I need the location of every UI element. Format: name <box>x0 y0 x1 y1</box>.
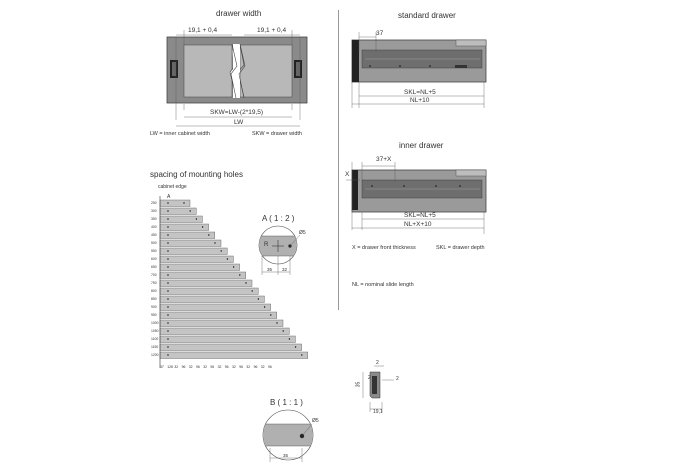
spacing-row-label: 550 <box>151 248 157 253</box>
mounting-hole <box>258 298 259 299</box>
mounting-hole <box>202 226 203 227</box>
spacing-bottom-tick: 32 <box>246 365 251 369</box>
inner-x-label: X <box>345 171 350 178</box>
mounting-hole <box>167 274 168 275</box>
standard-nl-label: NL+10 <box>410 97 430 104</box>
spacing-row-label: 1200 <box>151 352 159 357</box>
mounting-hole <box>167 354 168 355</box>
mounting-hole <box>214 242 215 243</box>
mounting-hole <box>221 250 222 251</box>
mounting-hole <box>167 226 168 227</box>
profile-dim-left: 2 <box>368 375 371 381</box>
detail-a-dim1: 35 <box>267 267 273 272</box>
spacing-bottom-tick: 96 <box>224 365 229 369</box>
detail-b-title: B ( 1 : 1 ) <box>270 398 303 407</box>
mounting-hole <box>264 306 265 307</box>
spacing-row-bar <box>160 344 302 351</box>
mounting-hole <box>245 282 246 283</box>
section-divider <box>338 10 339 310</box>
spacing-row-label: 900 <box>151 304 157 309</box>
spacing-bottom-tick: 32 <box>217 365 222 369</box>
profile-dim-top: 2 <box>376 360 379 366</box>
skw-formula-label: SKW=LW-(2*19,5) <box>210 109 264 116</box>
spacing-row-bar <box>160 224 209 231</box>
drawer-width-title: drawer width <box>216 9 262 18</box>
spacing-row-label: 1100 <box>151 336 159 341</box>
spacing-row-bar <box>160 352 308 359</box>
spacing-row-label: 950 <box>151 312 157 317</box>
profile-width: 19,1 <box>373 409 383 415</box>
spacing-bottom-tick: 96 <box>253 365 258 369</box>
spacing-row-label: 650 <box>151 264 157 269</box>
profile-height: 35 <box>355 381 362 388</box>
spacing-bottom-tick: 32 <box>203 365 207 369</box>
spacing-row-bar <box>160 200 190 207</box>
standard-skl-label: SKL=NL+5 <box>404 89 436 96</box>
spacing-bottom-tick: 32 <box>174 365 179 369</box>
cabinet-edge-label: cabinet edge <box>158 184 187 190</box>
spacing-bottom-tick: 128 <box>167 365 173 369</box>
mounting-hole <box>289 338 290 339</box>
mounting-hole <box>190 210 191 211</box>
spacing-row-bar <box>160 264 240 271</box>
spacing-row-bar <box>160 328 289 335</box>
spacing-bottom-tick: 96 <box>268 365 272 369</box>
mounting-hole <box>270 314 271 315</box>
mounting-hole <box>295 346 296 347</box>
standard-offset-label: 37 <box>376 30 384 37</box>
mounting-hole <box>233 266 234 267</box>
spacing-row-label: 1150 <box>151 344 159 349</box>
legend-lw: LW = inner cabinet width <box>150 131 210 137</box>
spacing-row-label: 800 <box>151 288 157 293</box>
spacing-row-label: 700 <box>151 272 157 277</box>
inner-skl-label: SKL=NL+5 <box>404 212 436 219</box>
mounting-hole <box>167 330 168 331</box>
spacing-title: spacing of mounting holes <box>150 170 243 179</box>
spacing-row-bar <box>160 240 221 247</box>
spacing-row-label: 400 <box>151 224 157 229</box>
slide-profile-drawing <box>363 366 394 412</box>
spacing-row-bar <box>160 288 258 295</box>
detail-a-drawing <box>258 226 300 275</box>
detail-b-dim: 35 <box>283 453 289 458</box>
mounting-hole <box>252 290 253 291</box>
spacing-row-bar <box>160 248 227 255</box>
spacing-row-label: 300 <box>151 208 157 213</box>
spacing-row-bar <box>160 304 271 311</box>
dim-left-label: 19,1 + 0,4 <box>188 27 218 34</box>
mounting-hole <box>227 258 228 259</box>
inner-offset-label: 37+X <box>376 156 392 163</box>
spacing-row-bar <box>160 336 295 343</box>
detail-a-letter: R <box>264 242 269 248</box>
mounting-hole <box>167 346 168 347</box>
detail-a-phi: Ø5 <box>299 230 306 236</box>
mounting-hole <box>283 330 284 331</box>
dim-right-label: 19,1 + 0,4 <box>257 27 287 34</box>
mounting-hole <box>167 282 168 283</box>
spacing-row-label: 1000 <box>151 320 159 325</box>
detail-a-title: A ( 1 : 2 ) <box>262 214 295 223</box>
spacing-row-label: 250 <box>151 200 157 205</box>
spacing-bottom-tick: 37 <box>160 365 164 369</box>
mounting-hole <box>167 218 168 219</box>
spacing-row-bar <box>160 256 233 263</box>
legend-x: X = drawer front thickness <box>352 245 416 251</box>
spacing-bottom-tick: 96 <box>239 365 243 369</box>
spacing-row-label: 350 <box>151 216 157 221</box>
mounting-hole <box>276 322 277 323</box>
mounting-hole <box>167 298 168 299</box>
mounting-hole <box>167 258 168 259</box>
mounting-hole <box>167 322 168 323</box>
mounting-hole <box>239 274 240 275</box>
spacing-bottom-tick: 32 <box>188 365 193 369</box>
spacing-bottom-tick: 32 <box>260 365 265 369</box>
spacing-row-bar <box>160 320 283 327</box>
spacing-row-bar <box>160 272 246 279</box>
lw-label: LW <box>234 119 244 126</box>
legend-skw: SKW = drawer width <box>252 131 302 137</box>
spacing-bottom-tick: 96 <box>196 365 200 369</box>
spacing-row-label: 600 <box>151 256 157 261</box>
spacing-row-bar <box>160 312 277 319</box>
mounting-hole <box>167 242 168 243</box>
spacing-row-label: 1050 <box>151 328 159 333</box>
mounting-hole <box>183 202 184 203</box>
spacing-bottom-tick: 96 <box>181 365 186 369</box>
mounting-hole <box>167 250 168 251</box>
mounting-hole <box>167 210 168 211</box>
mounting-hole <box>167 266 168 267</box>
mounting-hole <box>167 202 168 203</box>
spacing-marker-a: A <box>167 194 171 200</box>
spacing-row-label: 500 <box>151 240 157 245</box>
mounting-hole <box>167 306 168 307</box>
spacing-bottom-tick: 96 <box>210 365 215 369</box>
spacing-row-bar <box>160 280 252 287</box>
spacing-row-label: 750 <box>151 280 157 285</box>
spacing-row-label: 450 <box>151 232 157 237</box>
mounting-hole <box>301 354 302 355</box>
inner-drawer-title: inner drawer <box>399 141 444 150</box>
mounting-hole <box>196 218 197 219</box>
profile-dim-side: 2 <box>396 376 399 382</box>
mounting-hole <box>167 338 168 339</box>
mounting-hole <box>167 290 168 291</box>
standard-drawer-title: standard drawer <box>398 11 456 20</box>
spacing-bottom-tick: 32 <box>232 365 236 369</box>
mounting-hole <box>167 314 168 315</box>
spacing-row-label: 850 <box>151 296 157 301</box>
inner-nl-label: NL+X+10 <box>404 221 432 228</box>
detail-a-dim2: 32 <box>282 267 288 272</box>
mounting-hole <box>208 234 209 235</box>
legend-nl: NL = nominal slide length <box>352 282 414 288</box>
mounting-hole <box>167 234 168 235</box>
legend-skl: SKL = drawer depth <box>436 245 485 251</box>
spacing-row-bar <box>160 296 264 303</box>
detail-b-phi: Ø5 <box>312 418 319 424</box>
